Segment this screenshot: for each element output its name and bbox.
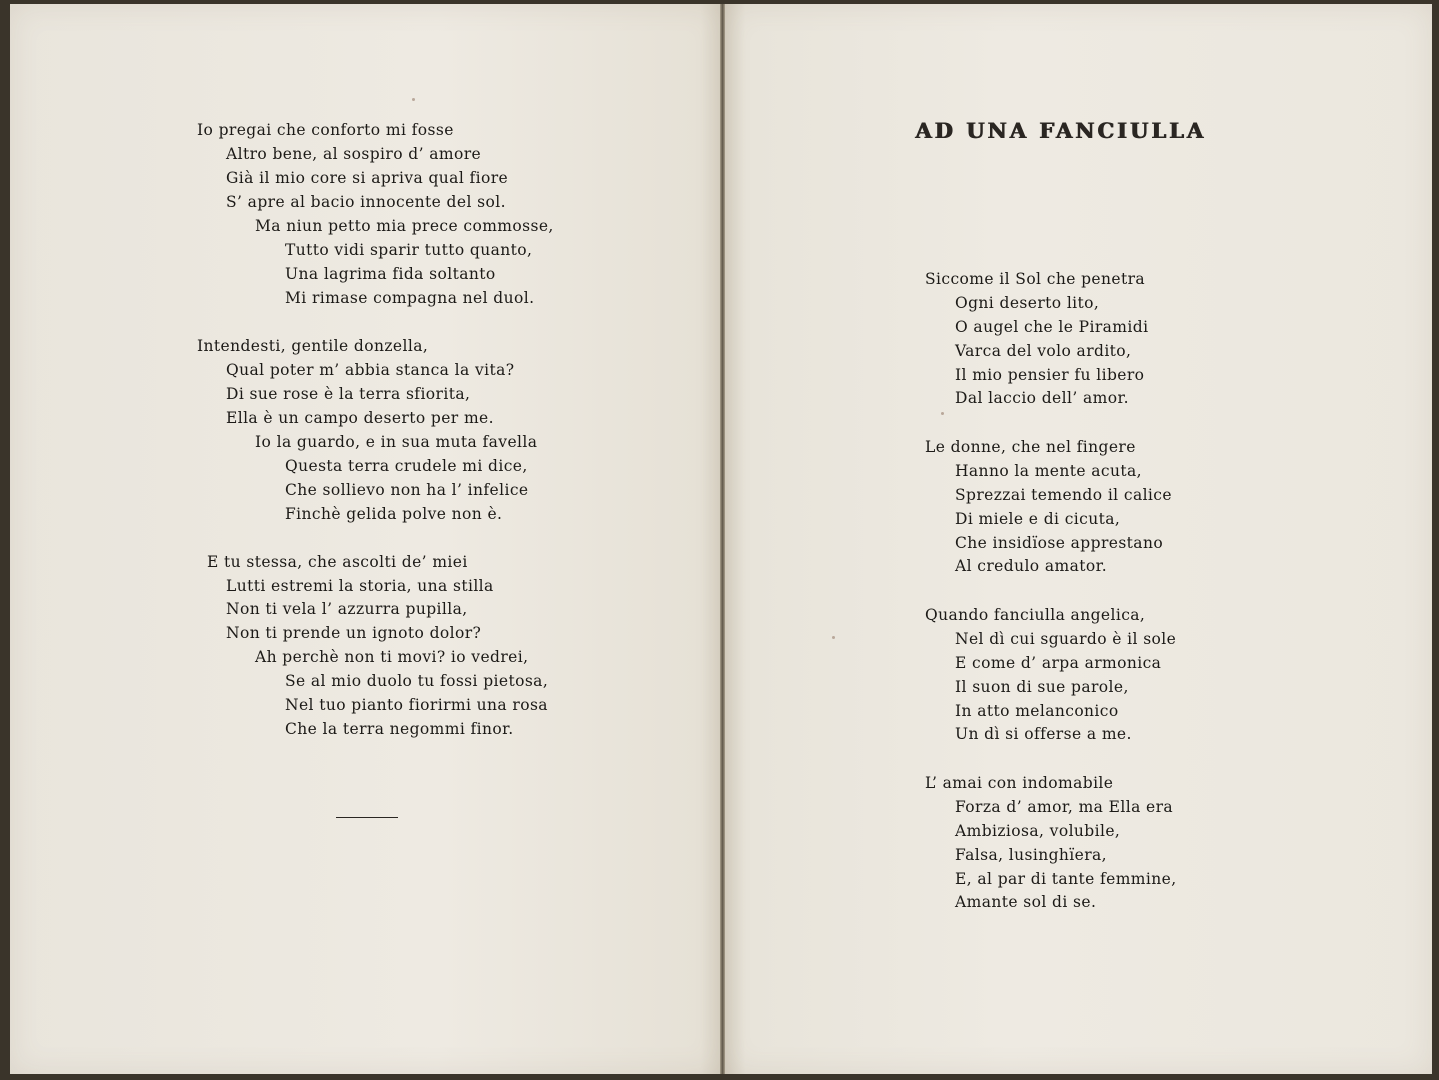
paper-speck [832, 636, 835, 639]
verse-line: Non ti prende un ignoto dolor? [226, 624, 482, 642]
verse-line: Dal laccio dell’ amor. [955, 389, 1129, 407]
verse-line: Lutti estremi la storia, una stilla [226, 577, 494, 595]
verse-line: Che la terra negommi finor. [285, 720, 514, 738]
verse-line: Che insidïose apprestano [955, 534, 1164, 552]
verse-line: Io pregai che conforto mi fosse [197, 121, 454, 139]
verse-line: S’ apre al bacio innocente del sol. [226, 193, 506, 211]
verse-line: Io la guardo, e in sua muta favella [255, 433, 538, 451]
verse-line: Una lagrima fida soltanto [285, 265, 496, 283]
verse-line: E, al par di tante femmine, [955, 870, 1177, 888]
verse-line: E come d’ arpa armonica [955, 654, 1162, 672]
verse-line: Di miele e di cicuta, [955, 510, 1121, 528]
verse-line: Falsa, lusinghïera, [955, 846, 1107, 864]
verse-line: Il suon di sue parole, [955, 678, 1129, 696]
verse-line: Nel tuo pianto fiorirmi una rosa [285, 696, 548, 714]
verse-line: Ella è un campo deserto per me. [226, 409, 494, 427]
verse-line: Se al mio duolo tu fossi pietosa, [285, 672, 549, 690]
paper-speck [412, 98, 415, 101]
book-gutter [720, 4, 725, 1074]
verse-line: Le donne, che nel fingere [925, 438, 1136, 456]
verse-line: Varca del volo ardito, [955, 342, 1132, 360]
verse-line: Siccome il Sol che penetra [925, 270, 1146, 288]
verse-line: Ma niun petto mia prece commosse, [255, 217, 554, 235]
verse-line: L’ amai con indomabile [925, 774, 1114, 792]
left-page [10, 4, 722, 1074]
verse-line: Tutto vidi sparir tutto quanto, [285, 241, 533, 259]
verse-line: Al credulo amator. [955, 557, 1108, 575]
verse-line: O augel che le Piramidi [955, 318, 1149, 336]
verse-line: Altro bene, al sospiro d’ amore [226, 145, 482, 163]
verse-line: Hanno la mente acuta, [955, 462, 1142, 480]
verse-line: Forza d’ amor, ma Ella era [955, 798, 1174, 816]
verse-line: Un dì si offerse a me. [955, 725, 1132, 743]
verse-line: Qual poter m’ abbia stanca la vita? [226, 361, 515, 379]
verse-line: In atto melanconico [955, 702, 1119, 720]
verse-line: Che sollievo non ha l’ infelice [285, 481, 529, 499]
verse-line: Sprezzai temendo il calice [955, 486, 1172, 504]
verse-line: Di sue rose è la terra sfiorita, [226, 385, 471, 403]
verse-line: Ah perchè non ti movi? io vedrei, [255, 648, 529, 666]
verse-line: Questa terra crudele mi dice, [285, 457, 528, 475]
verse-line: E tu stessa, che ascolti de’ miei [207, 553, 468, 571]
verse-line: Già il mio core si apriva qual fiore [226, 169, 509, 187]
paper-speck [941, 412, 944, 415]
verse-line: Finchè gelida polve non è. [285, 505, 503, 523]
verse-line: Nel dì cui sguardo è il sole [955, 630, 1177, 648]
verse-line: Amante sol di se. [955, 893, 1097, 911]
verse-line: Non ti vela l’ azzurra pupilla, [226, 600, 468, 618]
verse-line: Intendesti, gentile donzella, [197, 337, 429, 355]
verse-line: Ogni deserto lito, [955, 294, 1100, 312]
verse-line: Il mio pensier fu libero [955, 366, 1145, 384]
verse-line: Ambiziosa, volubile, [955, 822, 1121, 840]
section-rule [336, 817, 398, 818]
verse-line: Quando fanciulla angelica, [925, 606, 1146, 624]
verse-line: Mi rimase compagna nel duol. [285, 289, 535, 307]
poem-title: AD UNA FANCIULLA [915, 118, 1206, 143]
